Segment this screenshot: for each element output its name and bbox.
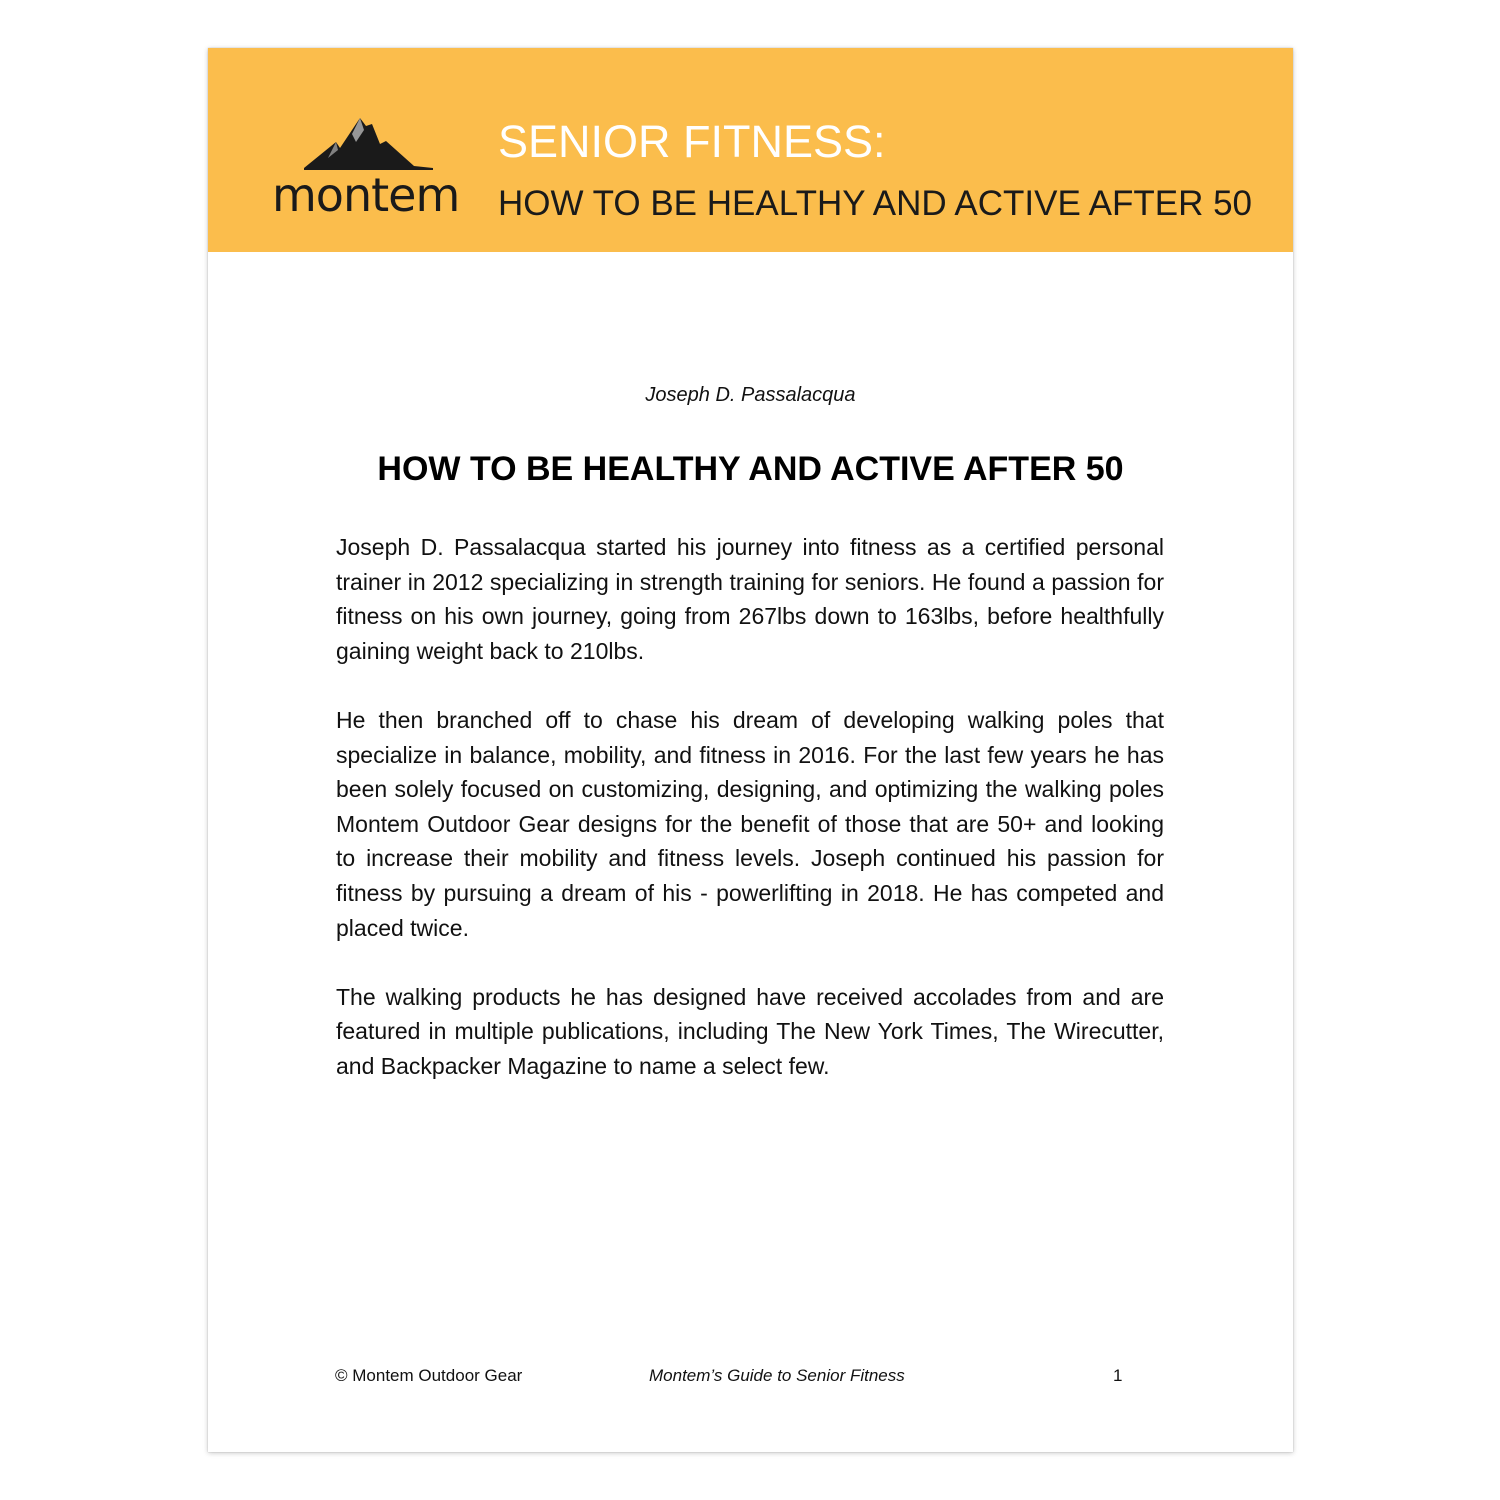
page-number: 1 — [1113, 1366, 1123, 1385]
author-name: Joseph D. Passalacqua — [645, 384, 856, 406]
body-text — [336, 530, 1164, 1118]
header-title: SENIOR FITNESS: — [498, 116, 886, 167]
paragraph: The walking products he has designed have received accolades from and are featured in multiple publications, including The New York Times, The Wirecutter, and Backpacker Magazine to name a select few. — [336, 983, 1164, 1079]
paragraph: Joseph D. Passalacqua started his journey into fitness as a certified personal trainer in 2012 specializing in strength training for seniors. He found a passion for fitness on his own journey, going from 267lbs down to 163lbs, before healthfully gaining weight back to 210lbs. — [336, 534, 1164, 664]
document-page — [208, 48, 1293, 1452]
header-banner — [208, 48, 1293, 252]
document-title: HOW TO BE HEALTHY AND ACTIVE AFTER 50 — [377, 450, 1124, 488]
montem-logo — [272, 110, 467, 230]
footer-guide-title: Montem’s Guide to Senior Fitness — [649, 1366, 905, 1385]
logo-wordmark: montem — [272, 168, 460, 222]
footer-copyright: © Montem Outdoor Gear — [335, 1366, 523, 1385]
paragraph: He then branched off to chase his dream of developing walking poles that specialize in balance, mobility, and fitness in 2016. For the last few years he has been solely focused on customizing, designing, and optimizing the walking poles Montem Outdoor Gear designs for the benefit of those that are 50+ and looking to increase their mobility and fitness levels. Joseph continued his passion for fitness by pursuing a dream of his - powerlifting in 2018. He has competed and placed twice. — [336, 706, 1164, 941]
header-subtitle: HOW TO BE HEALTHY AND ACTIVE AFTER 50 — [498, 184, 1253, 223]
mountain-icon — [302, 110, 437, 170]
